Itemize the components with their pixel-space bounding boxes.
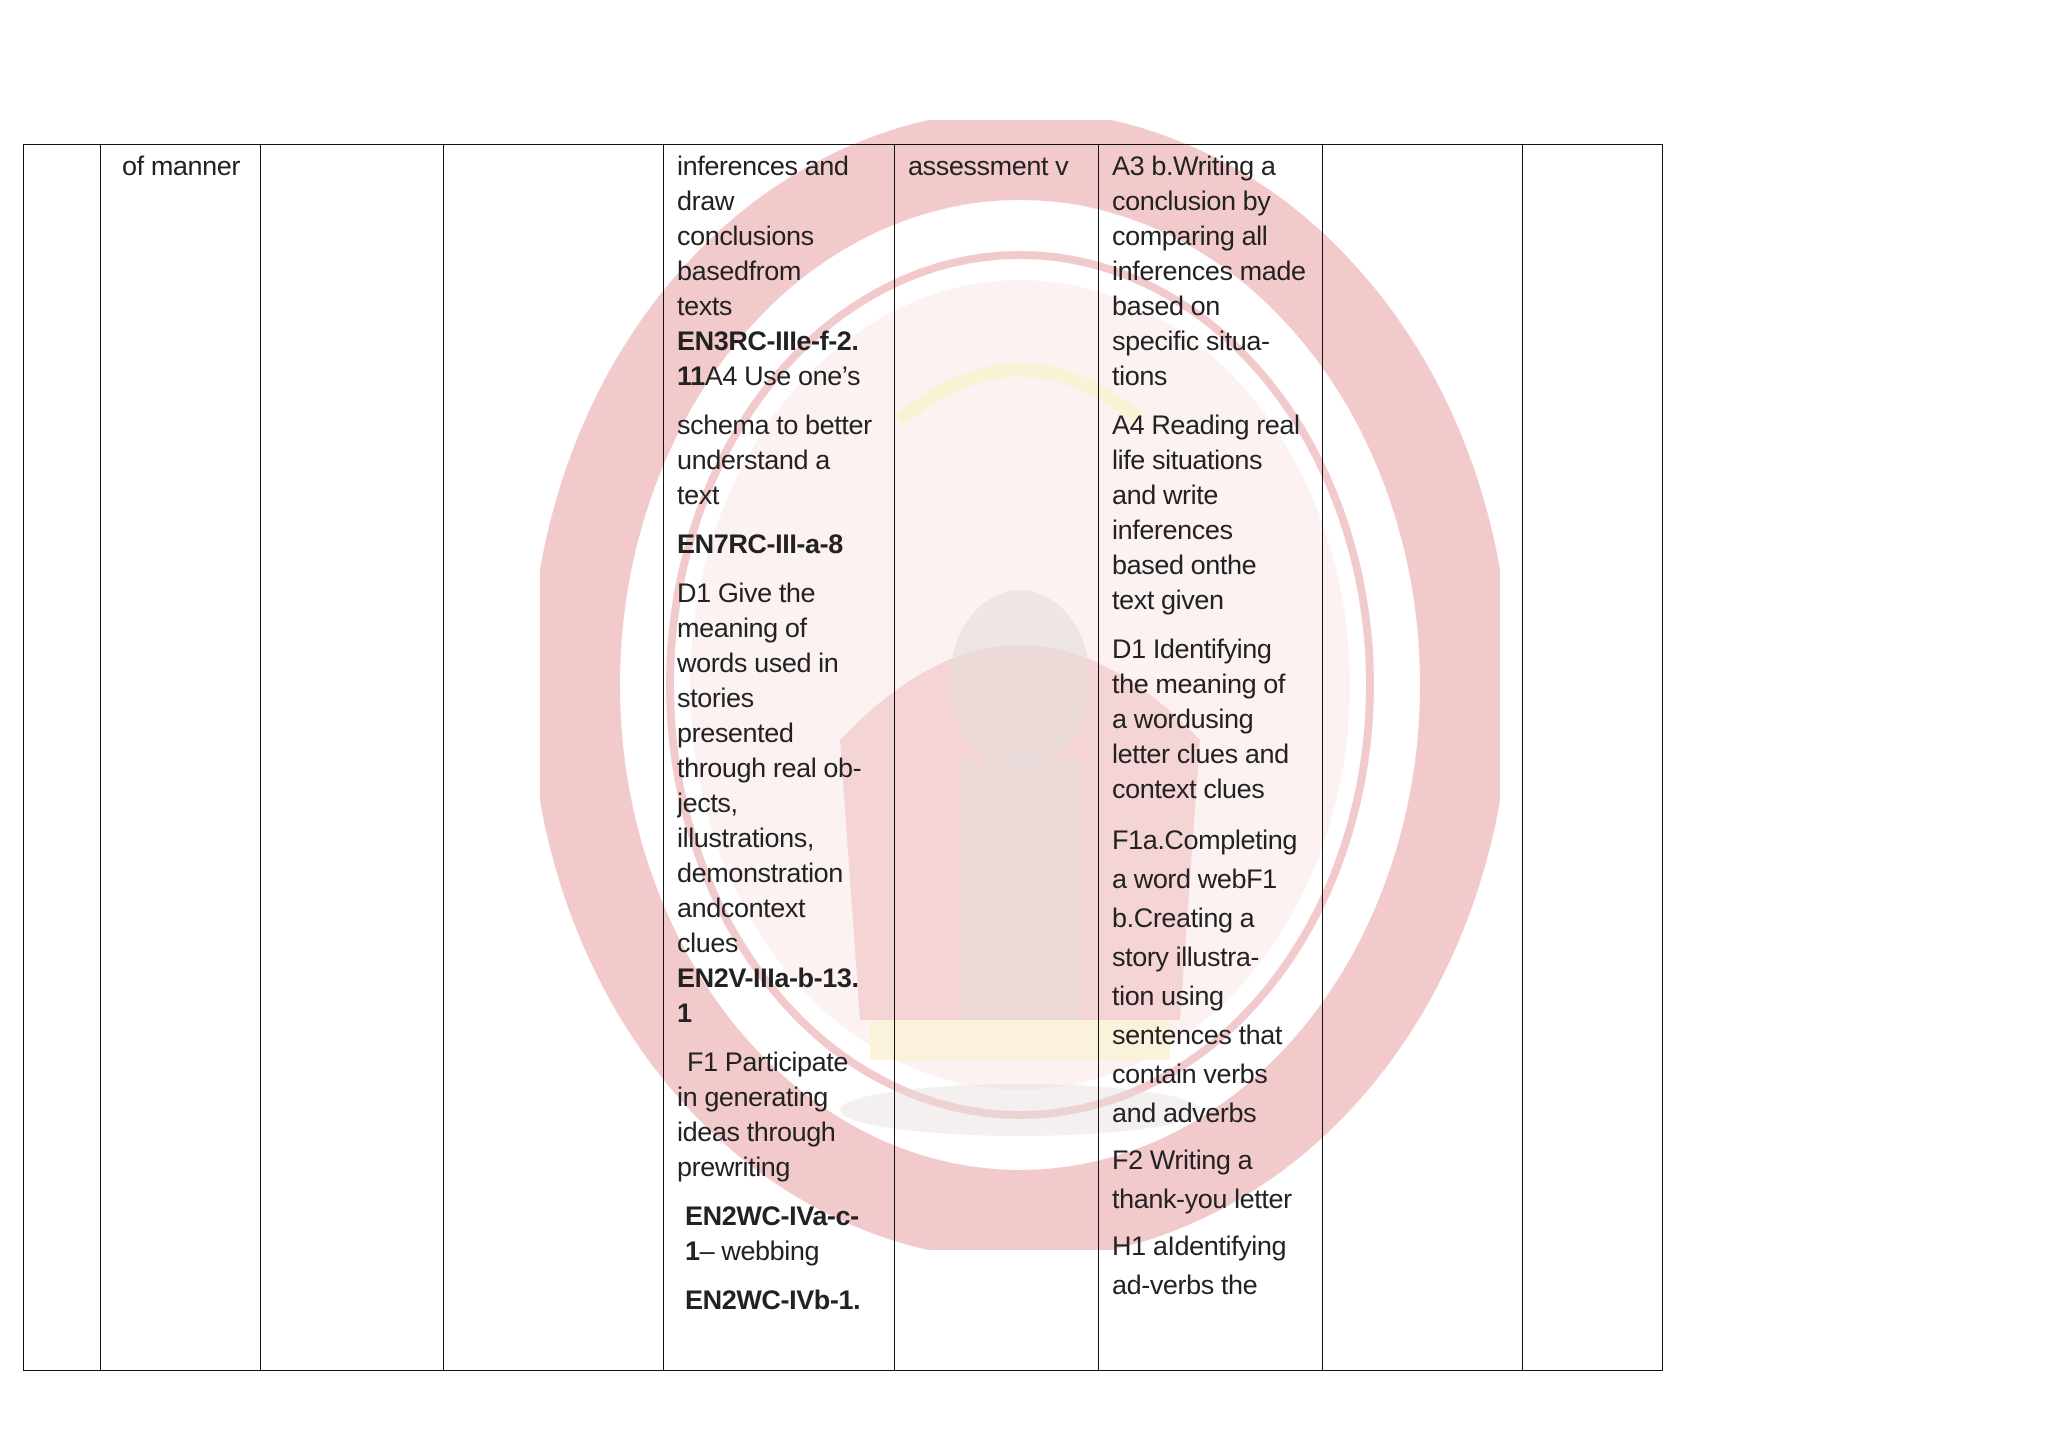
text-line: andcontext <box>677 893 806 923</box>
column-divider <box>100 145 101 1370</box>
competency-code: EN2WC-IVb-1. <box>685 1285 861 1315</box>
text-line: based on <box>1112 291 1220 321</box>
text-span: A4 Use one’s <box>704 361 861 391</box>
cell-text: of manner <box>122 151 240 181</box>
text-line: A4 Reading real <box>1112 410 1300 440</box>
text-line: demonstration <box>677 858 843 888</box>
text-line: F1 Participate <box>687 1047 848 1077</box>
text-line: tions <box>1112 361 1168 391</box>
column-divider <box>1522 145 1523 1370</box>
column-divider <box>443 145 444 1370</box>
text-line: letter clues and <box>1112 739 1289 769</box>
cell-activities <box>1112 149 1320 1370</box>
text-line: understand a <box>677 445 830 475</box>
competency-code: 11 <box>677 361 705 391</box>
text-line: text <box>677 480 719 510</box>
curriculum-table <box>23 144 1663 1371</box>
competency-code: 1 <box>677 998 692 1028</box>
text-line: words used in <box>677 648 839 678</box>
text-line: based onthe <box>1112 550 1257 580</box>
text-line: conclusion by <box>1112 186 1271 216</box>
column-divider <box>663 145 664 1370</box>
text-line: D1 Give the <box>677 578 816 608</box>
text-line: context clues <box>1112 774 1265 804</box>
text-line: basedfrom <box>677 256 801 286</box>
text-line: illustrations, <box>677 823 814 853</box>
text-line: meaning of <box>677 613 807 643</box>
text-line: ad-verbs the <box>1112 1270 1258 1300</box>
text-line: assessment v <box>908 151 1069 181</box>
text-line: and write <box>1112 480 1218 510</box>
text-line: the meaning of <box>1112 669 1286 699</box>
text-line: conclusions <box>677 221 814 251</box>
text-line: and adverbs <box>1112 1098 1257 1128</box>
text-line: life situations <box>1112 445 1263 475</box>
competency-code: EN2WC-IVa-c- <box>685 1201 859 1231</box>
text-line: draw <box>677 186 734 216</box>
text-line: story illustra- <box>1112 942 1260 972</box>
text-line: b.Creating a <box>1112 903 1255 933</box>
text-line: texts <box>677 291 733 321</box>
text-line: thank-you letter <box>1112 1184 1292 1214</box>
text-span: – webbing <box>699 1236 820 1266</box>
text-line: specific situa- <box>1112 326 1270 356</box>
text-line: presented <box>677 718 794 748</box>
text-line: inferences made <box>1112 256 1306 286</box>
cell-assessment <box>908 149 1094 1370</box>
text-line: inferences <box>1112 515 1233 545</box>
column-divider <box>1098 145 1099 1370</box>
text-line: schema to better <box>677 410 872 440</box>
text-line: sentences that <box>1112 1020 1283 1050</box>
text-line: F1a.Completing <box>1112 825 1297 855</box>
column-divider <box>1322 145 1323 1370</box>
column-divider <box>894 145 895 1370</box>
competency-code: EN2V-IIIa-b-13. <box>677 963 859 993</box>
text-line: A3 b.Writing a <box>1112 151 1276 181</box>
text-line: comparing all <box>1112 221 1268 251</box>
text-line: contain verbs <box>1112 1059 1268 1089</box>
cell-topic <box>122 149 262 1370</box>
text-line: a word webF1 <box>1112 864 1277 894</box>
text-line <box>677 359 891 394</box>
text-line: inferences and <box>677 151 849 181</box>
text-line: prewriting <box>677 1152 791 1182</box>
text-line: stories <box>677 683 754 713</box>
text-line: H1 aIdentifying <box>1112 1231 1287 1261</box>
text-line: F2 Writing a <box>1112 1145 1253 1175</box>
competency-code: 1 <box>685 1236 700 1266</box>
text-line: tion using <box>1112 981 1224 1011</box>
cell-competencies <box>677 149 891 1370</box>
competency-code: EN3RC-IIIe-f-2. <box>677 326 859 356</box>
text-line: ideas through <box>677 1117 836 1147</box>
text-line: through real ob- <box>677 753 862 783</box>
text-line: a wordusing <box>1112 704 1254 734</box>
competency-code: EN7RC-III-a-8 <box>677 529 843 559</box>
text-line: jects, <box>677 788 738 818</box>
text-line: text given <box>1112 585 1224 615</box>
text-line: clues <box>677 928 739 958</box>
text-line: in generating <box>677 1082 828 1112</box>
text-line: D1 Identifying <box>1112 634 1272 664</box>
text-line <box>677 1234 891 1269</box>
